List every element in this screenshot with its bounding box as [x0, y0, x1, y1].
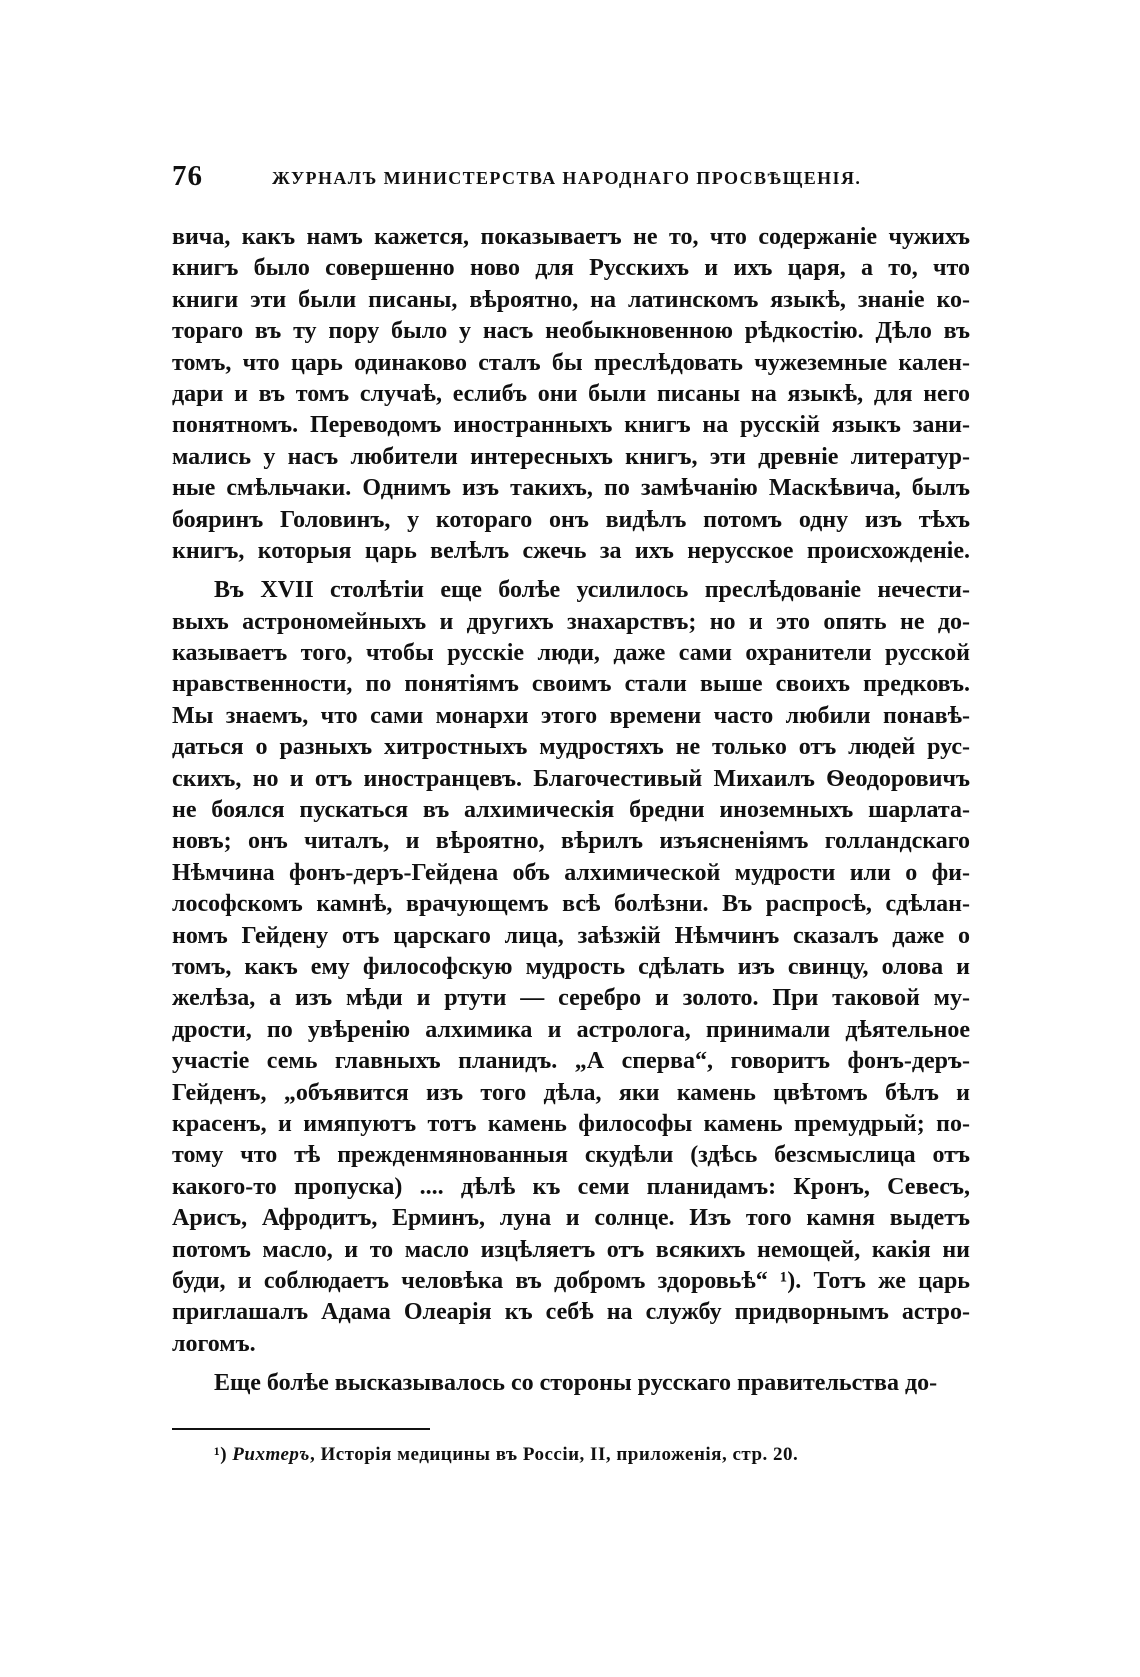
- text-line: тораго въ ту пору было у насъ необыкновенною рѣдкостію. Дѣло въ: [172, 318, 970, 345]
- text-line: нравственности, по понятіямъ своимъ стали выше своихъ предковъ.: [172, 671, 970, 698]
- text-line: ные смѣльчаки. Однимъ изъ такихъ, по замѣчанію Маскѣвича, былъ: [172, 475, 970, 502]
- text-line: Еще болѣе высказывалось со стороны русскаго правительства до-: [214, 1370, 938, 1397]
- text-line: Арисъ, Афродитъ, Ерминъ, луна и солнце. Изъ того камня выдетъ: [172, 1205, 970, 1232]
- page-number: 76: [172, 160, 203, 192]
- text-line: Мы знаемъ, что сами монархи этого времени часто любили понавѣ-: [172, 702, 970, 729]
- paragraph-gap: [172, 1360, 970, 1368]
- text-line: Нѣмчина фонъ-деръ-Гейдена объ алхимической мудрости или о фи-: [172, 859, 970, 886]
- footnote-author: Рихтеръ: [232, 1444, 310, 1465]
- paragraph-1: [172, 222, 970, 567]
- text-line: скихъ, но и отъ иностранцевъ. Благочестивый Михаилъ Ѳеодоровичъ: [172, 765, 970, 792]
- text-line: казываетъ того, чтобы русскіе люди, даже сами охранители русской: [172, 640, 970, 667]
- footnote-marker: ¹): [214, 1444, 228, 1465]
- text-line: тому что тѣ прежденмянованныя скудѣли (здѣсь безсмыслица отъ: [172, 1142, 970, 1169]
- footnote: [214, 1444, 798, 1466]
- text-line: номъ Гейдену отъ царскаго лица, заѣзжій Нѣмчинъ сказалъ даже о: [172, 922, 970, 949]
- text-line: книгъ, которыя царь велѣлъ сжечь за ихъ нерусское происхожденіе.: [172, 537, 970, 564]
- text-line: книги эти были писаны, вѣроятно, на латинскомъ языкѣ, знаніе ко-: [172, 286, 970, 313]
- text-line: томъ, что царь одинаково сталъ бы преслѣдовать чужеземные кален-: [172, 349, 970, 376]
- text-line: логомъ.: [172, 1330, 256, 1357]
- text-line: томъ, какъ ему философскую мудрость сдѣлать изъ свинцу, олова и: [172, 953, 970, 980]
- footnote-text: , Исторія медицины въ Россіи, II, приложенія, стр. 20.: [309, 1444, 799, 1465]
- text-line: желѣза, а изъ мѣди и ртути — серебро и золото. При таковой му-: [172, 985, 970, 1012]
- text-line: вича, какъ намъ кажется, показываетъ не то, что содержаніе чужихъ: [172, 224, 970, 250]
- text-line: какого-то пропуска) .... дѣлѣ къ семи планидамъ: Кронъ, Севесъ,: [172, 1173, 970, 1200]
- text-line: лософскомъ камнѣ, врачующемъ всѣ болѣзни. Въ распросѣ, сдѣлан-: [172, 891, 970, 918]
- footnote-rule: [172, 1428, 430, 1430]
- text-line: понятномъ. Переводомъ иностранныхъ книгъ на русскій языкъ зани-: [172, 412, 970, 439]
- text-line: дрости, по увѣренію алхимика и астролога, принимали дѣятельное: [172, 1016, 970, 1043]
- text-line: даться о разныхъ хитростныхъ мудростяхъ не только отъ людей рус-: [172, 734, 970, 761]
- text-line: буди, и соблюдаетъ человѣка въ добромъ здоровьѣ“ ¹). Тотъ же царь: [172, 1267, 970, 1294]
- text-line: книгъ было совершенно ново для Русскихъ и ихъ царя, а то, что: [172, 255, 970, 282]
- text-line: бояринъ Головинъ, у котораго онъ видѣлъ потомъ одну изъ тѣхъ: [172, 506, 970, 533]
- text-line: мались у насъ любители интересныхъ книгъ, эти древніе литератур-: [172, 443, 970, 470]
- body-text: [172, 222, 970, 1399]
- paragraph-2: [172, 575, 970, 1360]
- text-line: Гейденъ, „объявится изъ того дѣла, яки камень цвѣтомъ бѣлъ и: [172, 1079, 970, 1106]
- text-line: красенъ, и имяпуютъ тотъ камень философы камень премудрый; по-: [172, 1110, 970, 1137]
- paragraph-gap: [172, 567, 970, 575]
- text-line: Въ XVII столѣтіи еще болѣе усилилось преслѣдованіе нечести-: [214, 577, 970, 604]
- text-line: потомъ масло, и то масло изцѣляетъ отъ всякихъ немощей, какія ни: [172, 1236, 970, 1263]
- text-line: дари и въ томъ случаѣ, еслибъ они были писаны на языкѣ, для него: [172, 380, 970, 407]
- paragraph-3: [172, 1368, 970, 1399]
- text-line: приглашалъ Адама Олеарія къ себѣ на службу придворнымъ астро-: [172, 1299, 970, 1326]
- text-line: участіе семь главныхъ планидъ. „А сперва“, говоритъ фонъ-деръ-: [172, 1048, 970, 1075]
- text-line: выхъ астрономейныхъ и другихъ знахарствъ; но и это опять не до-: [172, 608, 970, 635]
- text-line: не боялся пускаться въ алхимическія бредни иноземныхъ шарлата-: [172, 797, 970, 824]
- page-header: [172, 160, 884, 200]
- running-title: ЖУРНАЛЪ МИНИСТЕРСТВА НАРОДНАГО ПРОСВѢЩЕНІЯ.: [272, 168, 862, 188]
- text-line: новъ; онъ читалъ, и вѣроятно, вѣрилъ изъясненіямъ голландскаго: [172, 828, 970, 855]
